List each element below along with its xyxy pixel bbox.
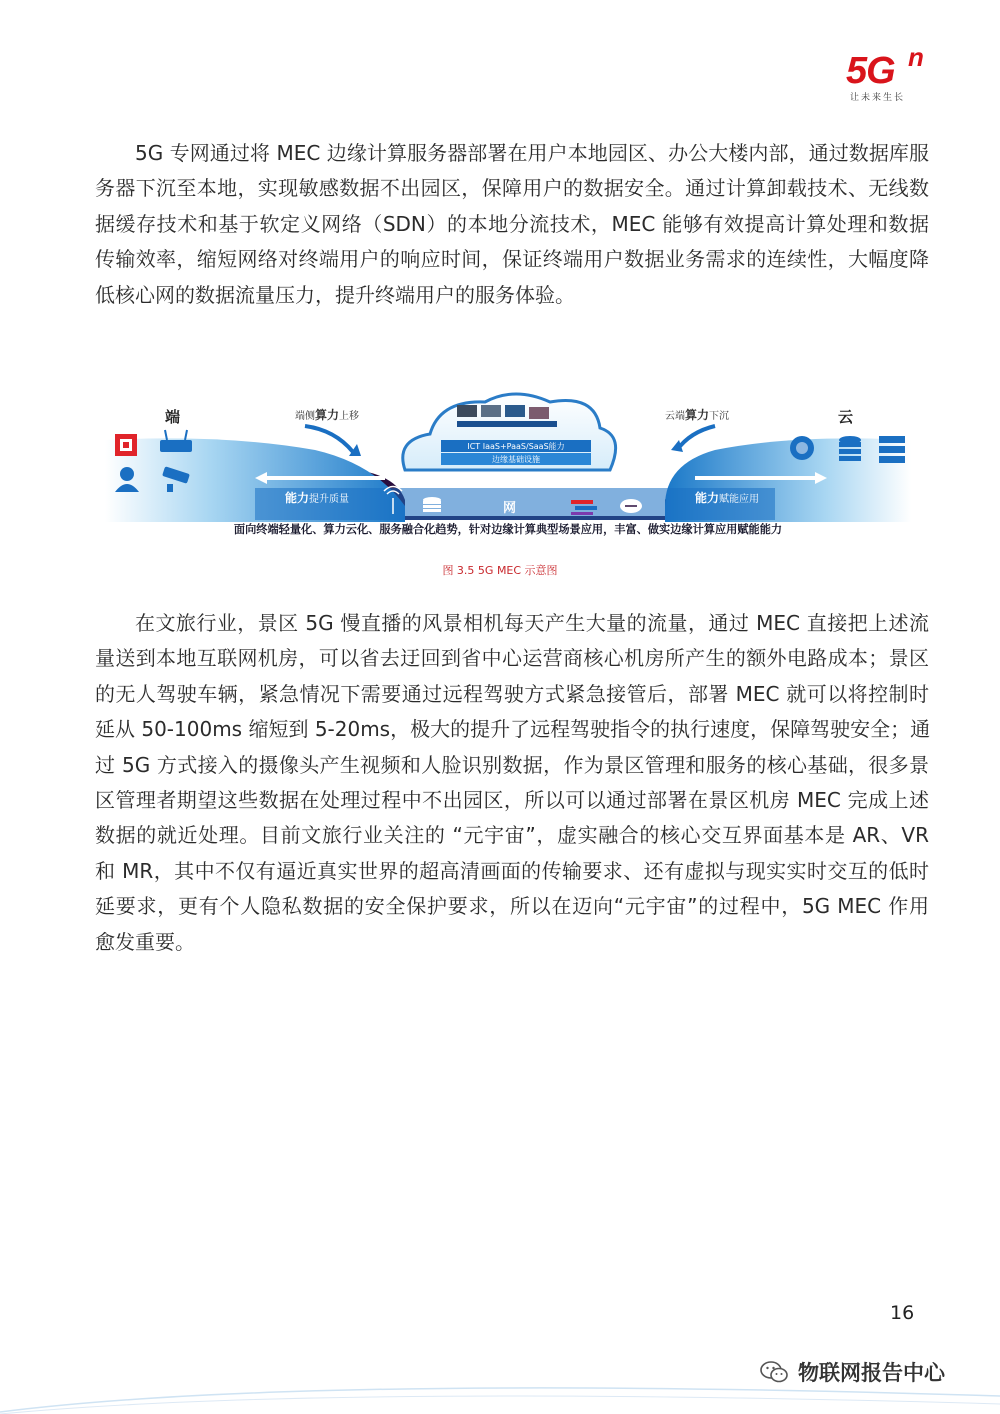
paragraph-line: 区管理者期望这些数据在处理过程中不出园区，所以可以通过部署在景区机房 MEC 完成上述 — [95, 787, 929, 812]
figure-caption: 图 3.5 5G MEC 示意图 — [442, 564, 558, 577]
footer-account[interactable] — [760, 1352, 945, 1392]
paragraph-line: 和 MR，其中不仅有逼近真实世界的超高清画面的传输要求、还有虚拟与现实实时交互的低时 — [95, 858, 929, 883]
label-duan: 端 — [165, 408, 181, 426]
bottom-left-label: 能力提升质量 — [285, 491, 350, 505]
paragraph-line: 低核心网的数据流量压力，提升终端用户的服务体验。 — [95, 282, 575, 307]
router-device-icon — [160, 430, 192, 452]
paragraph-line: 据缓存技术和基于软定义网络（SDN）的本地分流技术，MEC 能够有效提高计算处理和数据 — [95, 211, 929, 236]
mec-diagram — [105, 388, 911, 548]
paragraph-line: 5G 专网通过将 MEC 边缘计算服务器部署在用户本地园区、办公大楼内部，通过数据库服 — [135, 141, 929, 165]
arrow-up-left — [305, 426, 353, 452]
brand-logo — [846, 44, 936, 104]
page-number: 16 — [890, 1302, 915, 1324]
brain-icon — [790, 436, 814, 460]
body-paragraph-2 — [95, 606, 929, 960]
logo-main-text: 5G — [846, 50, 895, 92]
label-yun: 云 — [838, 408, 854, 426]
paragraph-line: 过 5G 方式接入的摄像头产生视频和人脸识别数据，作为景区管理和服务的核心基础，很多景 — [95, 752, 929, 777]
top-right-label: 云端算力下沉 — [665, 408, 730, 422]
paragraph-line: 延要求，更有个人隐私数据的安全保护要求，所以在迈向“元宇宙”的过程中，5G MEC 作用 — [95, 894, 929, 919]
chip-icon — [115, 434, 137, 456]
paragraph-line: 在文旅行业，景区 5G 慢直播的风景相机每天产生大量的流量，通过 MEC 直接把上述流 — [135, 611, 929, 635]
paragraph-line: 的无人驾驶车辆，紧急情况下需要通过远程驾驶方式紧急接管后，部署 MEC 就可以将控制时 — [95, 681, 929, 706]
router-icon — [620, 499, 642, 513]
top-left-label: 端侧算力上移 — [295, 408, 360, 422]
server-icon — [879, 436, 905, 463]
figure-banner: 面向终端轻量化、算力云化、服务融合化趋势，针对边缘计算典型场景应用，丰富、做实边缘计算应用赋能能力 — [233, 523, 783, 536]
footer-account-name: 物联网报告中心 — [798, 1361, 945, 1385]
logo-tagline: 让未来生长 — [850, 93, 906, 103]
bottom-right-label: 能力赋能应用 — [695, 491, 760, 505]
wechat-icon — [760, 1360, 788, 1384]
paragraph-line: 量送到本地互联网机房，可以省去迂回到省中心运营商核心机房所产生的额外电路成本；景区 — [95, 646, 929, 671]
cloud-infra-text: 边缘基础设施 — [492, 455, 540, 464]
body-paragraph-1 — [95, 136, 929, 313]
cloud-ict-text: ICT IaaS+PaaS/SaaS能力 — [467, 442, 565, 451]
logo-superscript: n — [908, 42, 924, 72]
paragraph-line: 数据的就近处理。目前文旅行业关注的 “元宇宙”，虚实融合的核心交互界面基本是 AR、VR — [95, 823, 929, 848]
paragraph-line: 传输效率，缩短网络对终端用户的响应时间，保证终端用户数据业务需求的连续性，大幅度降 — [95, 247, 929, 272]
paragraph-line: 延从 50-100ms 缩短到 5-20ms，极大的提升了远程驾驶指令的执行速度，保障驾驶安全；通 — [95, 717, 931, 742]
paragraph-line: 务器下沉至本地，实现敏感数据不出园区，保障用户的数据安全。通过计算卸载技术、无线数 — [95, 176, 929, 201]
label-wang: 网 — [503, 501, 517, 516]
paragraph-line: 愈发重要。 — [95, 929, 195, 954]
arrow-down-right — [677, 426, 715, 450]
